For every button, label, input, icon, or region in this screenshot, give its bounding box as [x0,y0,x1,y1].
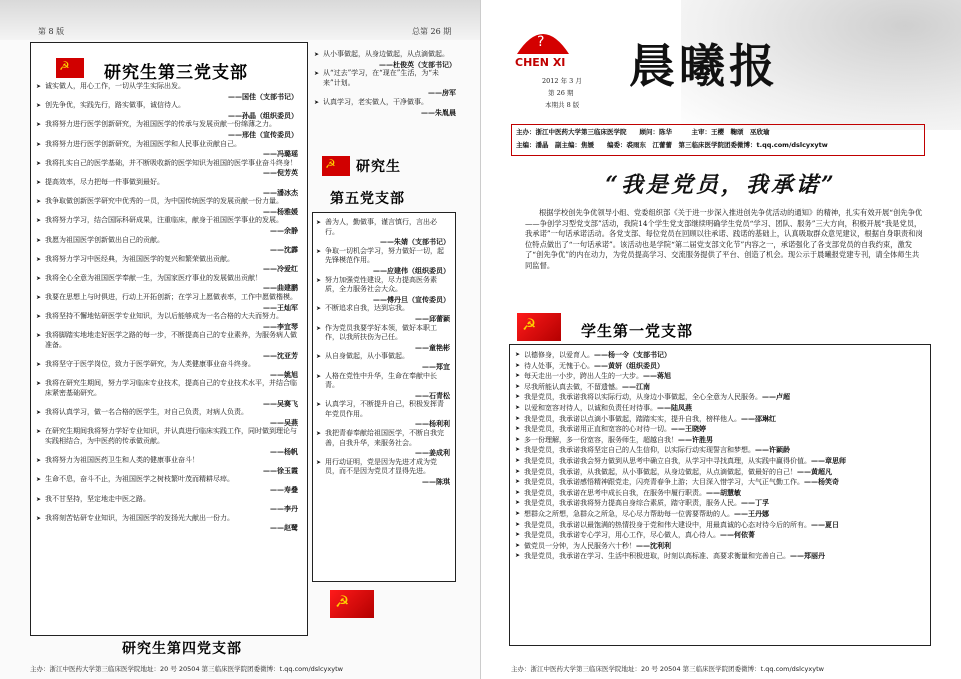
commitment-text: 我是党员，我承诺我将努力提高自身综合素质，踏守职责，服务人民。 [524,499,741,508]
section5-list [316,218,450,487]
commitment-text: 我将努力学习中医经典，为祖国医学的复兴和繁荣做出贡献。 [45,254,234,263]
signature: ——孙晶（组织委员） [228,110,298,120]
commitment-text: 我是党员，我承诺我将坚定自己的人生信仰，以实际行动实现誓言和梦想。 [524,446,755,455]
signature: ——李宜琴 [263,321,298,331]
party-flag-icon: ☭ [56,58,84,78]
signature: ——冯璐瑶 [263,149,298,159]
list-item [316,304,450,323]
intro-paragraph: 根据学校创先争优领导小组、党委组织部《关于进一步深入推进创先争优活动的通知》的精神，扎实有效开展“创先争优——争创学习型党支部”活动，我院14个学生党支部继续明确学生党员“学习、团队、服务”三大方向，积极开展“我是党员，我承诺”一句话承诺活动。各党支部、每位党员在回顾以往承诺、践诺的基础上，认真吸取群众意见建议，根据自身职责和岗位特点做出了“一句话承诺”。该活动也是学院“第二届党支部文化节”内容之一，承诺强化了各支部党员的自我约束，激发了“创先争优”的内在动力，为党员提高学习、交流服务提供了平台、创造了机会。现公示于晨曦报党建专刊，请全体师生共同监督。 [525,208,923,270]
signature: ——王晓婷 [671,424,706,434]
signature: ——杨一令（支部书记） [594,350,671,359]
commitment-text: 努力加强党性建设，尽力提高医务素质，全力服务社会大众。 [325,275,437,294]
list-item [515,392,923,403]
signature: ——章思师 [811,455,846,465]
list-item [515,350,923,361]
list-item [515,530,923,541]
list-item [515,456,923,467]
signature: ——李丹 [270,504,298,514]
commitment-text: 我愿为祖国医学创新做出自己的贡献。 [45,235,164,244]
logo-text: CHEN XI [515,56,566,69]
signature: ——童艳彬 [415,342,450,352]
commitment-text: 我是党员，我承诺以点滴小事做起，踏踏实实，提升自我，榜样他人。 [524,414,741,423]
signature: ——杨利利 [415,419,450,429]
signature: ——国佳（支部书记） [228,91,298,101]
list-item [515,361,923,372]
commitment-text: 作为党员我要学好本领，做好本职工作，以我所扶伤为己任。 [325,323,437,342]
signature: ——郑丽丹 [790,551,825,561]
signature: ——胡慧敏 [706,487,741,497]
commitment-text: 人格在党性中升华，生命在奉献中长青。 [325,371,437,390]
commitment-text: 多一份理解，多一份宽容，服务师生，超越自我！ [524,435,678,444]
commitment-text: 我将努力为祖国医药卫生和人类的健康事业奋斗！ [45,456,199,465]
page-label: 第 8 版 [38,27,65,36]
list-item [36,140,298,159]
list-item [515,551,923,562]
list-item [36,236,298,255]
commitment-text: 我是党员，我承诺我将以实际行动，从身边小事做起，全心全意为人民服务。 [524,393,762,402]
list-item [515,435,923,446]
commitment-text: 以德修身，以爱育人。 [524,351,594,359]
footer: 主办：浙江中医药大学第三临床医学院地址：20 号 20504 第三临床医学院团委微博：t.qq.com/dslcyxytw [511,665,824,673]
party-flag-icon: ☭ [330,590,374,618]
list-item [515,371,923,382]
list-item [36,312,298,331]
commitment-text: 我将脚踏实地地走好医学之路的每一步，不断提高自己的专业素养，为服务病人做准备。 [45,331,297,350]
decorative-banner [0,0,480,40]
commitment-text: 我是党员，我承诺在思考中成长自我，在服务中履行职责。 [524,488,706,497]
signature: ——沈利利 [636,540,671,550]
list-item [36,360,298,379]
list-item [36,274,298,293]
signature: ——邵琳红 [741,413,776,423]
signature: ——曲建鹏 [263,283,298,293]
signature: ——陈琪 [422,477,450,487]
list-item [36,120,298,139]
signature: ——徐玉霞 [263,465,298,475]
list-item [314,98,456,117]
commitment-text: 善为人，勤做事，谨言慎行，言出必行。 [325,218,437,236]
signature: ——杜俊英（支部书记） [379,59,456,69]
signature: ——冷爱红 [263,264,298,274]
signature: ——姚旭 [270,369,298,379]
list-item [36,331,298,360]
list-item [36,197,298,216]
commitment-text: 我是党员，我承诺我会努力做到从思考中确立自我，从学习中寻找真理，从实践中赢得价值。 [524,456,811,465]
section3-list [36,82,298,533]
list-item [316,400,450,429]
list-item [316,247,450,276]
commitment-text: 我将在研究生期间，努力学习临床专业技术，提高自己的专业技术水平，并结合临床紧密基础研究。 [45,379,297,397]
signature: ——赵鹭 [270,523,298,533]
section5-title-line2: 第五党支部 [330,191,405,207]
headline: “我是党员，我承诺” [605,172,837,198]
signature: ——石青松 [415,390,450,400]
list-item [515,509,923,520]
commitment-text: 每天走出一小步，跨出人生的一大步。 [524,372,643,381]
list-item [316,276,450,305]
list-item [316,324,450,353]
commitment-text: 我将刻苦钻研专业知识，为祖国医学的发扬光大献出一份力。 [45,513,234,522]
list-item [36,101,298,120]
signature: ——沈亚芳 [263,350,298,360]
signature: ——朱胤晨 [421,107,456,117]
commitment-text: 在研究生期间我将努力学好专业知识，并认真进行临床实践工作，同时做到理论与实践相结合，为中医药的传承做贡献。 [45,427,297,445]
signature: ——丁孚 [741,498,769,508]
list-item [515,414,923,425]
svg-text:?: ? [537,34,545,50]
list-item [36,178,298,197]
commitment-text: 我将坚持不懈地钻研医学专业知识，为以后能够成为一名合格的大夫而努力。 [45,312,283,321]
commitment-text: 我是党员，我承诺以最饱满的热情投身于党和伟大建设中，用最真诚的心态对待今后的所有。 [524,520,811,529]
signature: ——杨雅媛 [263,206,298,216]
section1-title: 学生第一党支部 [581,322,694,340]
signature: ——吴赛飞 [263,398,298,408]
list-item [316,458,450,487]
list-item [36,514,298,533]
section1-list [515,350,923,562]
signature: ——傅丹旦（宣传委员） [373,294,450,304]
signature: ——余静 [270,225,298,235]
commitment-text: 不断追求自我，达到忘我。 [325,304,409,313]
list-item [36,216,298,235]
list-item [515,467,923,478]
list-item [316,429,450,458]
section4-title: 研究生第四党支部 [122,641,242,657]
issue-date: 2012 年 3 月 [542,77,582,85]
commitment-text: 生命不息，奋斗不止，为祖国医学之树枝繁叶茂而精耕尽瘁。 [45,475,234,484]
party-flag-icon: ☭ [517,313,561,341]
list-item [515,541,923,552]
list-item [515,382,923,393]
signature: ——陆凤燕 [657,402,692,412]
right-column-top-list [314,50,456,117]
signature: ——夏日 [811,519,839,529]
issue-number: 第 26 期 [548,89,574,97]
signature: ——卢超 [762,392,790,402]
list-item [36,456,298,475]
signature: ——潘冰杰 [263,187,298,197]
commitment-text: 用行动证明，党是因为先进才成为党员，而不是因为党员才显得先进。 [325,457,437,476]
signature: ——邢佳（宣传委员） [228,129,298,139]
masthead-title: 晨曦报 [629,39,779,93]
signature: ——寿叠 [270,484,298,494]
signature: ——王丹娜 [734,508,769,518]
list-item [316,218,450,247]
editorial-line-2: 主编：潘晶 副主编：焦媛 编委：裘雨东 江蕾蕾 第三临床医学院团委微博：t.qq.com/dslcyxytw [516,141,828,149]
commitment-text: 创先争优，实践先行，路实做事，诚信待人。 [45,101,185,110]
commitment-text: 从“过去”学习，在“现在”生活，为“未来”计划。 [323,69,439,87]
commitment-text: 我是党员，我承诺，从我做起，从小事做起，从身边做起，从点滴做起，做最好的自己！ [524,467,797,476]
commitment-text: 我要在思想上与时俱进，行动上开拓创新；在学习上愿做表率，工作中愿做楷模。 [45,293,297,302]
signature: ——杨笑奇 [804,477,839,487]
commitment-text: 我将认真学习，做一名合格的医学生，对自己负责，对病人负责。 [45,408,248,417]
commitment-text: 尽我所能认真去做，不留遗憾。 [524,382,622,391]
list-item [36,427,298,456]
list-item [36,475,298,494]
signature: ——江南 [622,381,650,391]
commitment-text: 我争取做创新医学研究中优秀的一员，为中国传统医学的发展贡献一份力量。 [45,197,283,206]
signature: ——蒋旭 [643,371,671,381]
commitment-text: 我是党员，我承诺在学习、生活中积极进取，时刻以高标准、高要求衡量和完善自己。 [524,552,790,561]
signature: ——姜成利 [415,448,450,458]
list-item [515,403,923,414]
commitment-text: 争取一切机会学习，努力做好一切，起先锋模范作用。 [325,246,444,265]
commitment-text: 我不甘坚持，坚定地走中医之路。 [45,494,150,503]
commitment-text: 我将努力学习，结合国际科研成果，注重临床，献身于祖国医学事业的发展。 [45,216,283,225]
commitment-text: 认真学习，老实做人，干净做事。 [323,97,428,106]
page-count: 本期共 8 版 [545,101,580,109]
commitment-text: 我把青春奉献给祖国医学，不断自我完善，自我升华，来服务社会。 [325,429,444,447]
list-item [314,50,456,69]
list-item [36,82,298,101]
signature: ——邱蕾颖 [415,313,450,323]
party-flag-icon: ☭ [322,156,350,176]
signature: ——许颖龄 [755,445,790,455]
list-item [36,293,298,312]
list-item [314,69,456,98]
commitment-text: 想群众之所想，急群众之所急，尽心尽力帮助每一位需要帮助的人。 [524,509,734,518]
list-item [515,488,923,499]
section5-title-line1: 研究生 [356,159,401,175]
commitment-text: 待人处事，无愧于心。 [524,361,594,370]
editorial-line-1: 主办：浙江中医药大学第三临床医学院 顾问：陈华 主审：王樱 鞠颂 巫欣瑜 [516,128,770,136]
signature: ——应建伟（组织委员） [373,265,450,275]
list-item [515,424,923,435]
list-item [316,372,450,401]
signature: ——何依菁 [720,530,755,540]
commitment-text: 我将坚守于医学岗位，致力于医学研究，为人类健康事业奋斗终身。 [45,360,255,369]
commitment-text: 我将扎实自己的医学基础，并不断吸收新的医学知识为祖国的医学事业奋斗终身！ [45,158,297,167]
list-item [36,408,298,427]
signature: ——杨帆 [270,446,298,456]
signature: ——房军 [428,88,456,98]
signature: ——王灿军 [263,302,298,312]
commitment-text: 我是党员，我承诺用正直和宽容的心对待一切。 [524,425,671,434]
signature: ——朱婧（支部书记） [380,237,450,247]
commitment-text: 我将努力进行医学创新研究，为祖国医学的传承与发展贡献一份绵薄之力。 [45,120,276,129]
commitment-text: 我是党员，我承诺专心学习，用心工作，尽心做人，真心待人。 [524,531,720,540]
commitment-text: 我是党员，我承诺感悟精神跟党走，闪亮青春争上游；大目深入惜学习，大气正气勤工作。 [524,478,804,487]
commitment-text: 诚实做人，用心工作，一切从学生实际出发。 [45,82,185,90]
commitment-text: 以爱和宽容对待人，以诚和负责任对待事。 [524,403,657,412]
commitment-text: 做党员一分钟，为人民服务六十秒！ [524,541,636,550]
list-item [515,445,923,456]
commitment-text: 我将全心全意为祖国医学奉献一生，为国家医疗事业的发展做出贡献！ [45,273,262,282]
signature: ——郑宜 [422,361,450,371]
list-item [515,498,923,509]
footer: 主办：浙江中医药大学第三临床医学院地址：20 号 20504 第三临床医学院团委微博：t.qq.com/dslcyxytw [30,665,343,673]
signature: ——黄超凡 [797,466,832,476]
signature: ——黄妍（组织委员） [594,360,664,370]
commitment-text: 从小事做起，从身边做起，从点滴做起。 [323,50,449,58]
section3-title: 研究生第三党支部 [104,63,248,83]
list-item [515,520,923,531]
commitment-text: 从自身做起，从小事做起。 [325,352,409,361]
editorial-info-box [511,124,925,156]
signature: ——许胜男 [678,434,713,444]
right-page [481,0,961,679]
issue-label: 总第 26 期 [412,27,452,36]
commitment-text: 提高效率，尽力把每一件事做到最好。 [45,177,164,186]
signature: ——倪芳英 [263,168,298,178]
list-item [36,495,298,514]
signature: ——沈霹 [270,245,298,255]
signature: ——吴燕 [270,417,298,427]
list-item [36,159,298,178]
list-item [36,255,298,274]
commitment-text: 我将努力进行医学创新研究，为祖国医学和人民事业贡献自己。 [45,139,241,148]
commitment-text: 认真学习，不断提升自己，积极发挥青年党员作用。 [325,400,444,418]
list-item [515,477,923,488]
list-item [36,379,298,408]
list-item [316,352,450,371]
